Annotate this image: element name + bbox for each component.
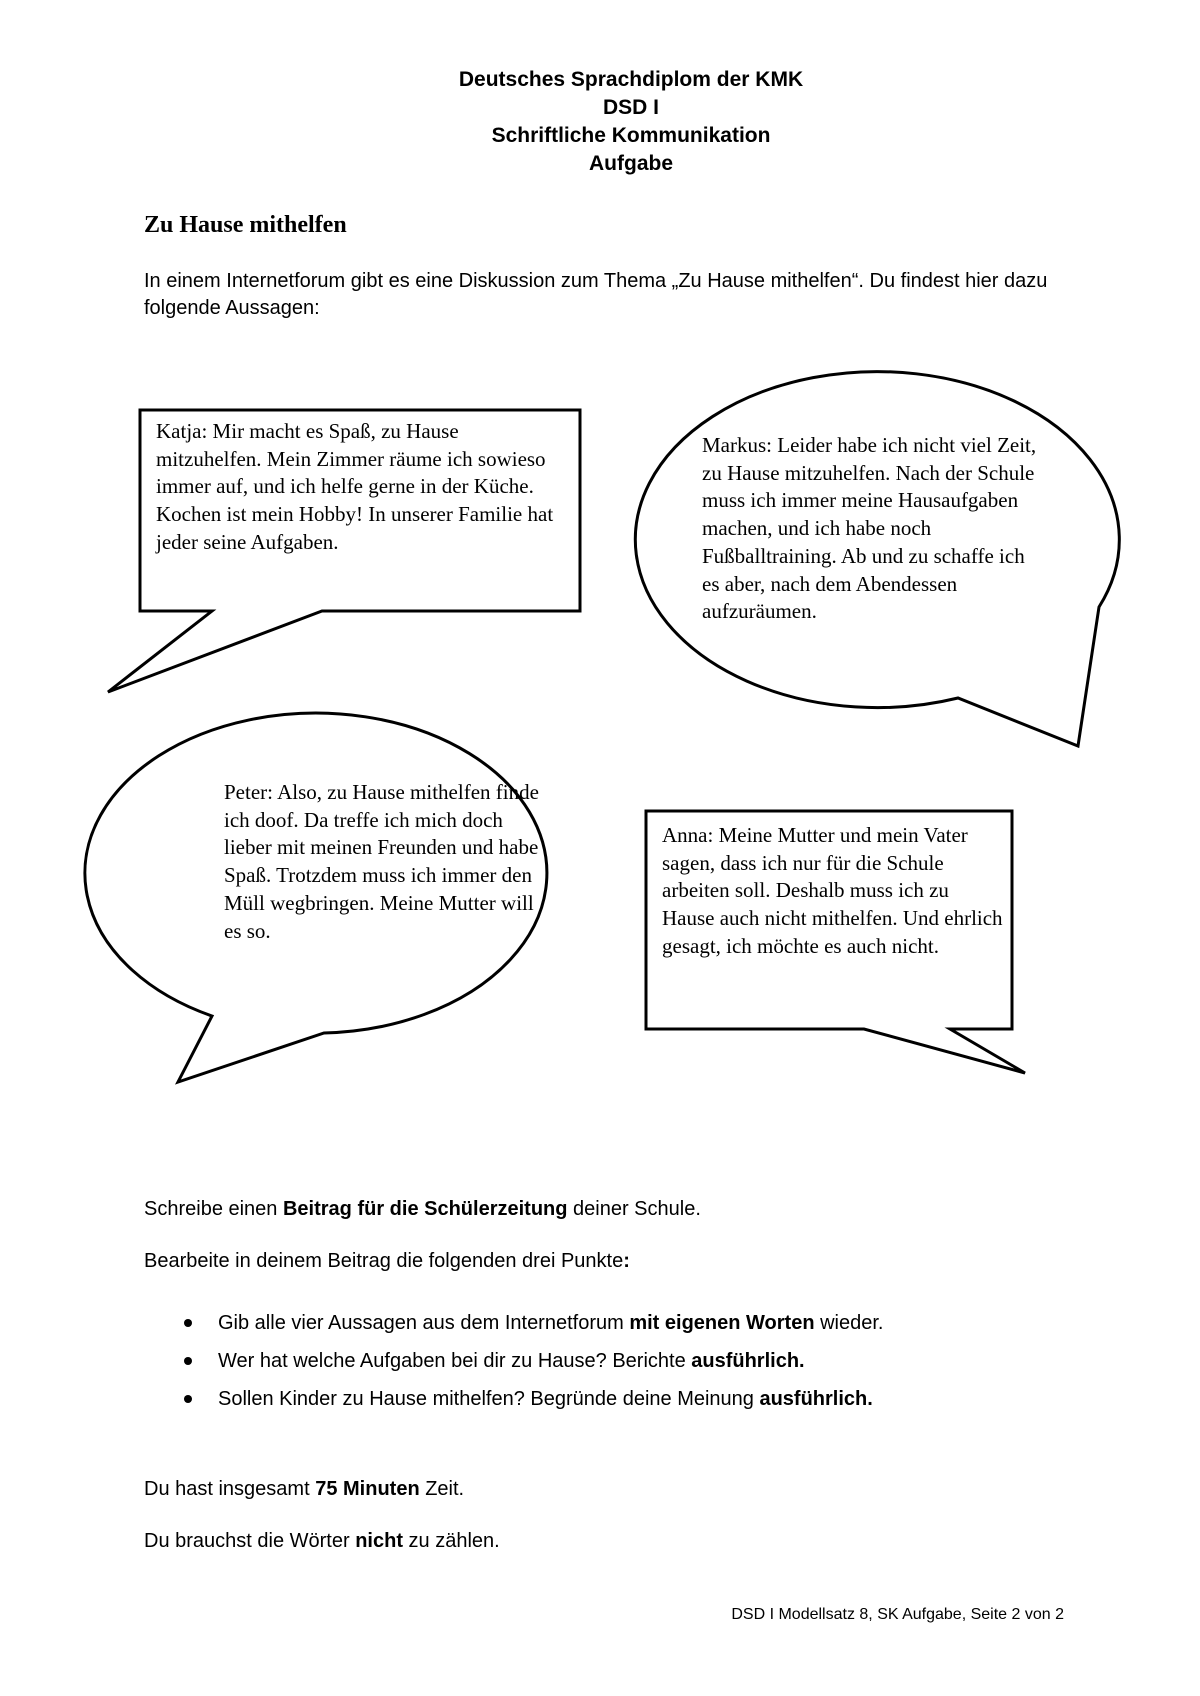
header-line-3: Schriftliche Kommunikation: [491, 124, 771, 147]
word-count-pre: Du brauchst die Wörter: [144, 1530, 356, 1552]
markus-statement: Markus: Leider habe ich nicht viel Zeit, zu Hause mitzuhelfen. Nach der Schule muss ich immer meine Hausaufgaben machen, und ich habe noch Fußballtraining. Ab und zu schaffe ich es aber, nach dem Abendessen aufzuräumen.: [702, 433, 1037, 624]
task-points-intro: [144, 1248, 630, 1274]
header-line-4: Aufgabe: [589, 152, 673, 175]
list-item: [144, 1348, 883, 1386]
list-item-pre: Sollen Kinder zu Hause mithelfen? Begründe deine Meinung: [218, 1388, 760, 1410]
word-count-note: [144, 1528, 500, 1554]
list-item-post: wieder.: [814, 1312, 884, 1334]
time-limit-bold: 75 Minuten: [315, 1478, 420, 1500]
bullet-icon: [184, 1357, 192, 1365]
bullet-icon: [184, 1319, 192, 1327]
intro-paragraph: In einem Internetforum gibt es eine Diskussion zum Thema „Zu Hause mithelfen“. Du findest hier dazu folgende Aussagen:: [144, 270, 1048, 319]
task-instruction-post: deiner Schule.: [567, 1198, 701, 1220]
time-limit-pre: Du hast insgesamt: [144, 1478, 316, 1500]
bullet-icon: [184, 1395, 192, 1403]
task-points-intro-colon: :: [623, 1250, 630, 1272]
list-item-bold: mit eigenen Worten: [629, 1312, 815, 1334]
task-instruction-bold: Beitrag für die Schülerzeitung: [282, 1198, 568, 1220]
task-instruction: [144, 1196, 701, 1222]
list-item-pre: Gib alle vier Aussagen aus dem Internetforum: [218, 1312, 630, 1334]
anna-statement: Anna: Meine Mutter und mein Vater sagen, dass ich nur für die Schule arbeiten soll. Deshalb muss ich zu Hause auch nicht mithelfen. Und ehrlich gesagt, ich möchte es auch nicht.: [662, 823, 1003, 958]
list-item-bold: ausführlich.: [691, 1350, 805, 1372]
page-footer: DSD I Modellsatz 8, SK Aufgabe, Seite 2 von 2: [731, 1606, 1064, 1623]
list-item-bold: ausführlich.: [759, 1388, 873, 1410]
word-count-bold: nicht: [355, 1530, 403, 1552]
peter-statement: Peter: Also, zu Hause mithelfen finde ich doof. Da treffe ich mich doch lieber mit meinen Freunden und habe Spaß. Trotzdem muss ich immer den Müll wegbringen. Meine Mutter will es so.: [224, 780, 539, 943]
katja-statement: Katja: Mir macht es Spaß, zu Hause mitzuhelfen. Mein Zimmer räume ich sowieso immer auf, und ich helfe gerne in der Küche. Kochen ist mein Hobby! In unserer Familie hat jeder seine Aufgaben.: [156, 419, 554, 554]
word-count-post: zu zählen.: [402, 1530, 500, 1552]
page-title: Zu Hause mithelfen: [144, 212, 347, 238]
time-limit-text: [144, 1476, 464, 1502]
task-instruction-pre: Schreibe einen: [144, 1198, 283, 1220]
header-line-1: Deutsches Sprachdiplom der KMK: [458, 68, 804, 91]
header-line-2: DSD I: [602, 96, 659, 119]
list-item-pre: Wer hat welche Aufgaben bei dir zu Hause? Berichte: [218, 1350, 692, 1372]
task-points-list: [144, 1310, 883, 1424]
time-limit-post: Zeit.: [419, 1478, 465, 1500]
list-item: [144, 1310, 883, 1348]
list-item: [144, 1386, 883, 1424]
task-points-intro-text: Bearbeite in deinem Beitrag die folgenden drei Punkte: [144, 1250, 624, 1272]
